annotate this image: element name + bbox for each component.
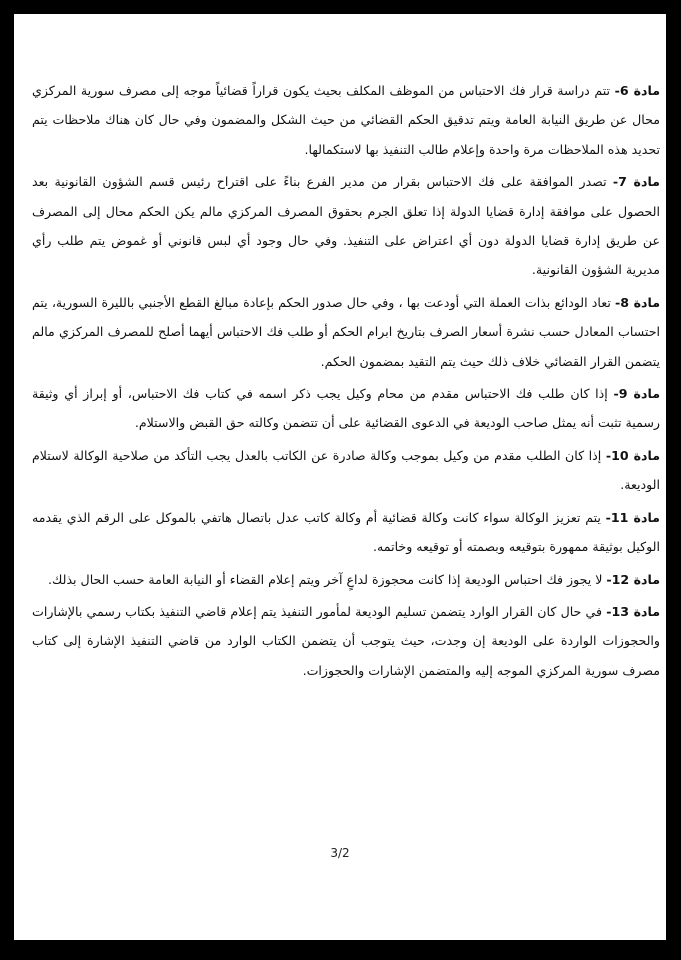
article-text: في حال كان القرار الوارد يتضمن تسليم الوديعة لمأمور التنفيذ يتم إعلام قاضي التنفيذ بكتاب رسمي بالإشارات والحجوزات الواردة على الوديعة إن وجدت، حيث يتوجب أن يتضمن الكتاب الوارد من قاضي التنفيذ الإشارة إلى كتاب مصرف سورية المركزي الموجه إليه والمتضمن الإشارات والحجوزات.: [32, 603, 660, 678]
article-13: [32, 597, 660, 685]
article-text: يتم تعزيز الوكالة سواء كانت وكالة قضائية أم وكالة كاتب عدل باتصال هاتفي بالموكل على الرقم الذي يقدمه الوكيل بوثيقة ممهورة بتوقيعه وبصمته أو توقيعه وخاتمه.: [32, 509, 660, 555]
article-11: [32, 503, 660, 562]
page-number: 3/2: [330, 846, 350, 860]
article-number: مادة 9-: [613, 386, 660, 402]
article-number: مادة 12-: [606, 571, 660, 587]
article-number: مادة 11-: [605, 509, 660, 525]
article-text: إذا كان الطلب مقدم من وكيل بموجب وكالة صادرة عن الكاتب بالعدل يجب التأكد من صلاحية الوكالة لاستلام الوديعة.: [32, 447, 660, 493]
article-text: لا يجوز فك احتباس الوديعة إذا كانت محجوزة لداعٍ آخر ويتم إعلام القضاء أو النيابة العامة حسب الحال بذلك.: [47, 571, 603, 587]
article-8: [32, 288, 660, 376]
article-number: مادة 8-: [615, 294, 660, 310]
article-number: مادة 13-: [606, 603, 660, 619]
article-7: [32, 167, 660, 285]
document-page: [14, 14, 666, 940]
article-number: مادة 7-: [612, 174, 660, 190]
article-text: تتم دراسة قرار فك الاحتباس من الموظف المكلف بحيث يكون قراراً قضائياً موجه إلى مصرف سورية المركزي محال عن طريق النيابة العامة ويتم تدقيق الحكم القضائي من حيث الشكل والمضمون وفي حال كان هناك ملاحظات يتم تحديد هذه الملاحظات مرة واحدة وإعلام طالب التنفيذ بها لاستكمالها.: [32, 83, 660, 157]
article-10: [32, 441, 660, 500]
articles-body: [32, 76, 660, 688]
article-12: [32, 565, 660, 594]
article-9: [32, 379, 660, 438]
article-text: تصدر الموافقة على فك الاحتباس بقرار من مدير الفرع بناءً على اقتراح رئيس قسم الشؤون القانونية بعد الحصول على موافقة إدارة قضايا الدولة إذا تعلق الجرم بحقوق المصرف المركزي مالم يكن الحكم محال إلى المصرف عن طريق إدارة قضايا الدولة دون أي اعتراض على التنفيذ. وفي حال وجود أي لبس قانوني أو غموض يتم طلب رأي مديرية الشؤون القانونية.: [32, 174, 660, 278]
article-6: [32, 76, 660, 164]
article-number: مادة 10-: [605, 447, 660, 463]
article-text: إذا كان طلب فك الاحتباس مقدم من محام وكيل يجب ذكر اسمه في كتاب فك الاحتباس، أو إبراز أي وثيقة رسمية تثبت أنه يمثل صاحب الوديعة في الدعوى القضائية على أن تتضمن وكالته حق القبض والاستلام.: [32, 386, 660, 431]
article-text: تعاد الودائع بذات العملة التي أودعت بها ، وفي حال صدور الحكم بإعادة مبالغ القطع الأجنبي بالليرة السورية، يتم احتساب المعادل حسب نشرة أسعار الصرف بتاريخ ابرام الحكم أو طلب فك الاحتباس أيهما أصلح للمصرف المركزي مالم يتضمن القرار القضائي خلاف ذلك حيث يتم التقيد بمضمون الحكم.: [32, 294, 660, 369]
article-number: مادة 6-: [614, 83, 660, 98]
